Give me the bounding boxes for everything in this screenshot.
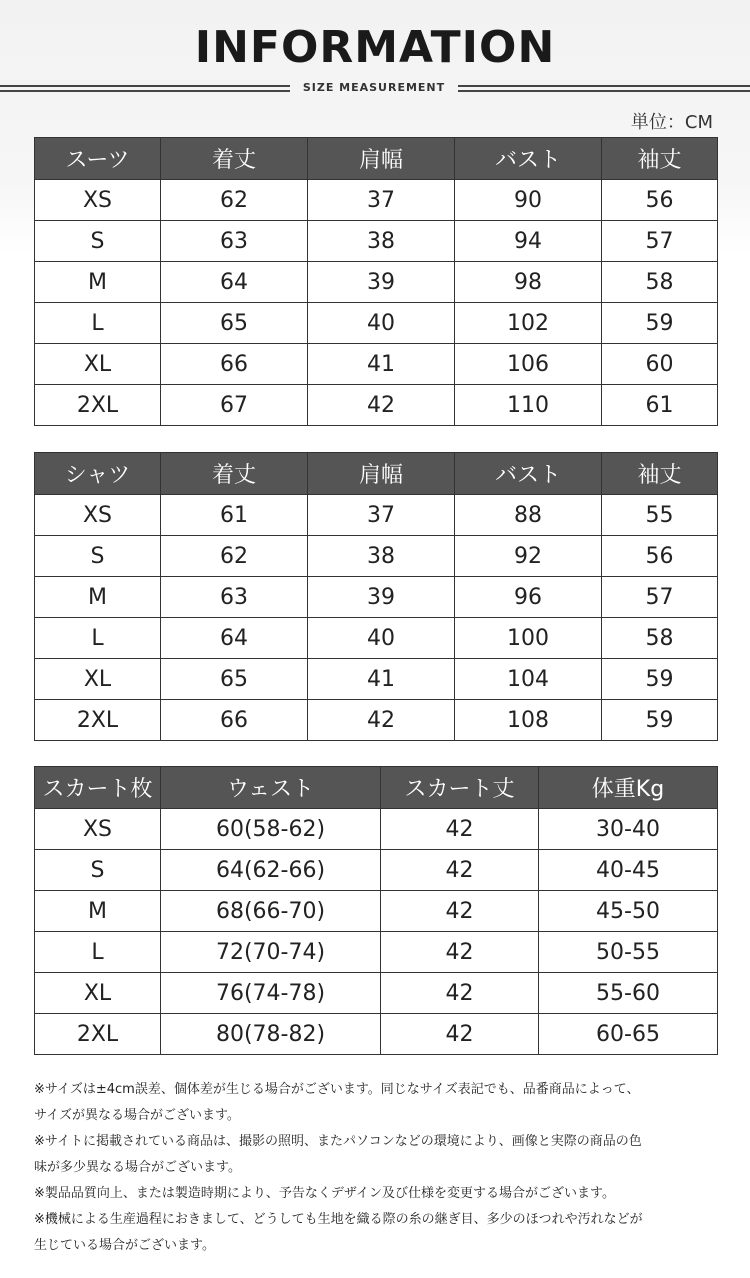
table-cell: 72(70-74) [161,932,381,973]
header-cell: スカート丈 [381,767,539,809]
table-cell: 80(78-82) [161,1014,381,1055]
note-line: ※製品品質向上、または製造時期により、予告なくデザイン及び仕様を変更する場合がございます。 [34,1186,615,1201]
header-cell: 肩幅 [308,138,455,180]
table-cell: 88 [455,495,602,536]
table-cell: 56 [602,180,718,221]
header-cell: バスト [455,453,602,495]
table-row [35,221,718,262]
suit-size-table [34,137,718,426]
table-cell: 64(62-66) [161,850,381,891]
table-cell: 42 [381,973,539,1014]
table-cell: 59 [602,700,718,741]
table-cell: 60-65 [539,1014,718,1055]
table-cell: 58 [602,262,718,303]
table-cell: 90 [455,180,602,221]
size-cell: 2XL [35,385,161,426]
table-row [35,891,718,932]
table-row [35,495,718,536]
header-cell: スカート枚 [35,767,161,809]
table-cell: 58 [602,618,718,659]
table-cell: 64 [161,618,308,659]
table-cell: 39 [308,577,455,618]
table-cell: 104 [455,659,602,700]
table-cell: 42 [381,891,539,932]
note-line: 生じている場合がございます。 [34,1238,215,1253]
notes-section [34,1077,724,1259]
header-cell: 着丈 [161,453,308,495]
table-cell: 62 [161,180,308,221]
table-cell: 64 [161,262,308,303]
size-cell: XS [35,180,161,221]
size-cell: XL [35,344,161,385]
table-cell: 40-45 [539,850,718,891]
table-cell: 66 [161,700,308,741]
table-row [35,809,718,850]
table-cell: 63 [161,577,308,618]
table-cell: 40 [308,303,455,344]
header-cell: スーツ [35,138,161,180]
size-cell: L [35,932,161,973]
table-cell: 42 [308,700,455,741]
table-cell: 56 [602,536,718,577]
table-cell: 42 [381,850,539,891]
subtitle-rule-right [458,85,750,92]
header-cell: 着丈 [161,138,308,180]
table-row [35,659,718,700]
size-cell: S [35,850,161,891]
table-cell: 110 [455,385,602,426]
table-row [35,385,718,426]
table-cell: 57 [602,577,718,618]
table-cell: 96 [455,577,602,618]
table-cell: 57 [602,221,718,262]
table-cell: 59 [602,659,718,700]
table-cell: 106 [455,344,602,385]
table-cell: 42 [308,385,455,426]
table-cell: 41 [308,659,455,700]
table-row [35,700,718,741]
note-line: サイズが異なる場合がございます。 [34,1108,240,1123]
table-cell: 108 [455,700,602,741]
header-cell: 袖丈 [602,138,718,180]
note-line: ※サイトに掲載されている商品は、撮影の照明、またパソコンなどの環境により、画像と実際の商品の色 [34,1134,642,1149]
table-cell: 94 [455,221,602,262]
header-cell: バスト [455,138,602,180]
table-row [35,973,718,1014]
table-cell: 50-55 [539,932,718,973]
header-cell: 袖丈 [602,453,718,495]
table-cell: 76(74-78) [161,973,381,1014]
table-row [35,577,718,618]
size-cell: XS [35,495,161,536]
page-title: INFORMATION [194,22,556,73]
table-row [35,932,718,973]
table-header-row [35,138,718,180]
table-row [35,1014,718,1055]
note-line: 味が多少異なる場合がございます。 [34,1160,241,1175]
table-cell: 37 [308,180,455,221]
note-line: ※サイズは±4cm誤差、個体差が生じる場合がございます。同じなサイズ表記でも、品番商品によって、 [34,1082,640,1097]
size-cell: M [35,891,161,932]
subtitle-rule-left [0,85,290,92]
table-cell: 67 [161,385,308,426]
table-cell: 30-40 [539,809,718,850]
table-row [35,536,718,577]
table-cell: 65 [161,303,308,344]
table-cell: 63 [161,221,308,262]
table-cell: 42 [381,809,539,850]
header-cell: ウェスト [161,767,381,809]
skirt-size-table [34,766,718,1055]
table-header-row [35,767,718,809]
subtitle-row [0,80,750,100]
table-cell: 38 [308,221,455,262]
table-cell: 98 [455,262,602,303]
table-cell: 39 [308,262,455,303]
table-cell: 61 [602,385,718,426]
table-cell: 61 [161,495,308,536]
table-row [35,344,718,385]
table-cell: 62 [161,536,308,577]
size-cell: S [35,221,161,262]
table-cell: 45-50 [539,891,718,932]
table-cell: 66 [161,344,308,385]
table-cell: 40 [308,618,455,659]
note-line: ※機械による生産過程におきまして、どうしても生地を織る際の糸の継ぎ目、多少のほつれや汚れなどが [34,1212,643,1227]
size-cell: XL [35,973,161,1014]
shirt-size-table [34,452,718,741]
table-cell: 100 [455,618,602,659]
table-cell: 102 [455,303,602,344]
table-row [35,850,718,891]
table-cell: 42 [381,1014,539,1055]
size-cell: M [35,577,161,618]
size-cell: L [35,303,161,344]
header-cell: 体重Kg [539,767,718,809]
table-cell: 41 [308,344,455,385]
table-row [35,303,718,344]
table-cell: 42 [381,932,539,973]
table-cell: 65 [161,659,308,700]
size-cell: M [35,262,161,303]
page-subtitle: SIZE MEASUREMENT [302,81,446,94]
table-cell: 38 [308,536,455,577]
table-row [35,618,718,659]
table-cell: 55 [602,495,718,536]
size-cell: 2XL [35,1014,161,1055]
size-cell: L [35,618,161,659]
size-cell: XS [35,809,161,850]
header-cell: 肩幅 [308,453,455,495]
unit-label: 単位：CM [630,112,713,133]
table-cell: 37 [308,495,455,536]
table-cell: 60(58-62) [161,809,381,850]
table-cell: 59 [602,303,718,344]
size-cell: S [35,536,161,577]
size-cell: XL [35,659,161,700]
table-cell: 68(66-70) [161,891,381,932]
table-cell: 60 [602,344,718,385]
table-cell: 92 [455,536,602,577]
header-cell: シャツ [35,453,161,495]
table-row [35,180,718,221]
size-cell: 2XL [35,700,161,741]
table-cell: 55-60 [539,973,718,1014]
table-header-row [35,453,718,495]
table-row [35,262,718,303]
